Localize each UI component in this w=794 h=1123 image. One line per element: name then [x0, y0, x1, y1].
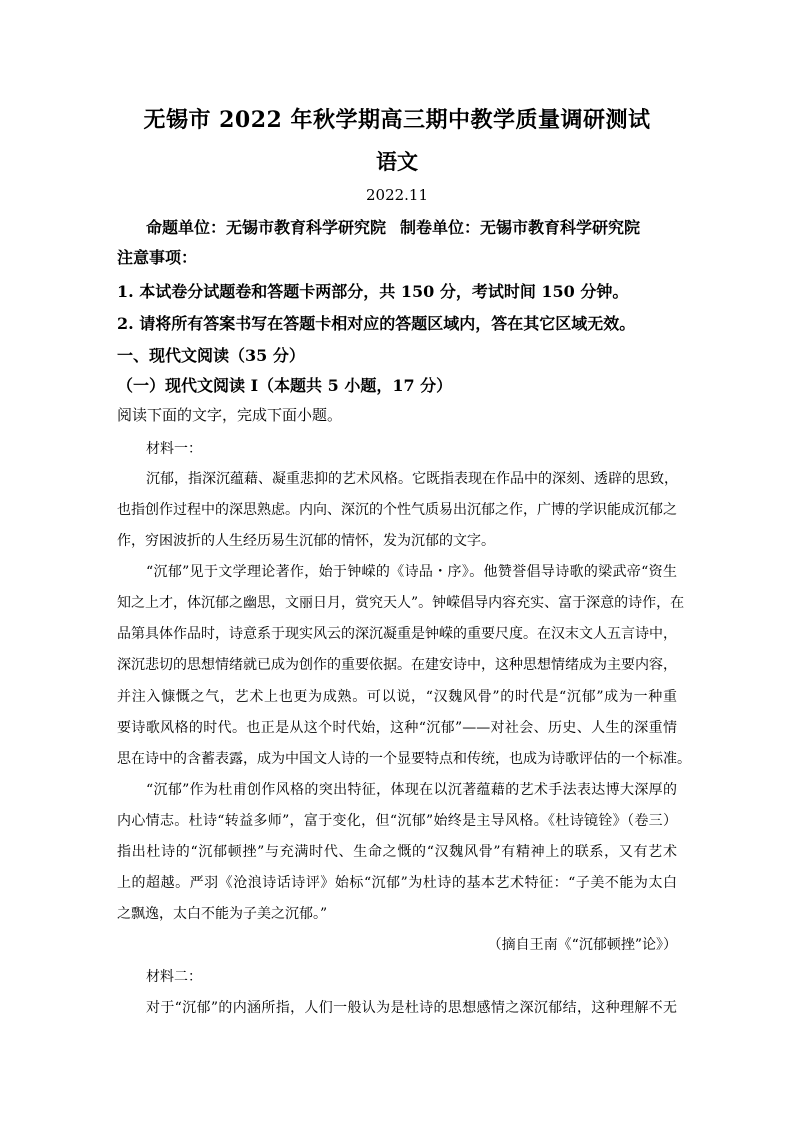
exam-title: 无锡市 2022 年秋学期高三期中教学质量调研测试 — [143, 107, 651, 133]
paragraph-line: 对于“沉郁”的内涵所指，人们一般认为是杜诗的思想感情之深沉郁结，这种理解不无 — [146, 1000, 677, 1016]
production-unit: 制卷单位：无锡市教育科学研究院 — [400, 218, 641, 237]
subject-title: 语文 — [376, 149, 418, 174]
paragraph-line: “沉郁”作为杜甫创作风格的突出特征，体现在以沉著蕴藉的艺术手法表达博大深厚的 — [146, 782, 677, 798]
notice-item: 1. 本试卷分试题卷和答题卡两部分，共 150 分，考试时间 150 分钟。 — [117, 282, 629, 301]
notice-item: 2. 请将所有答案书写在答题卡相对应的答题区域内，答在其它区域无效。 — [117, 314, 636, 333]
source-citation: （摘自王南《“沉郁顿挫”论》） — [487, 937, 677, 953]
paragraph-line: 并注入慷慨之气，艺术上也更为成熟。可以说，“汉魏风骨”的时代是“沉郁”成为一种重 — [117, 689, 677, 705]
paragraph-line: 沉郁，指深沉蕴藉、凝重悲抑的艺术风格。它既指表现在作品中的深刻、透辟的思致， — [146, 471, 678, 487]
paragraph-line: 知之上才，体沉郁之幽思，文丽日月，赏究天人”。钟嵘倡导内容充实、富于深意的诗作，在 — [117, 595, 685, 611]
paragraph-line: 也指创作过程中的深思熟虑。内向、深沉的个性气质易出沉郁之作，广博的学识能成沉郁之 — [117, 502, 677, 518]
material-one-label: 材料一： — [146, 441, 202, 457]
paragraph-line: 指出杜诗的“沉郁顿挫”与充满时代、生命之慨的“汉魏风骨”有精神上的联系，又有艺术 — [117, 844, 677, 860]
unit-line — [146, 215, 640, 238]
proposition-unit: 命题单位：无锡市教育科学研究院 — [146, 218, 387, 237]
paragraph-line: 内心情志。杜诗“转益多师”，富于变化，但“沉郁”始终是主导风格。《杜诗镜铨》（卷三） — [117, 813, 677, 829]
paragraph-line: 作，穷困波折的人生经历易生沉郁的情怀，发为沉郁的文字。 — [117, 533, 495, 549]
notice-heading: 注意事项： — [117, 248, 198, 267]
paragraph-line: 之飘逸，太白不能为子美之沉郁。” — [117, 906, 328, 922]
section-heading: 一、现代文阅读（35 分） — [117, 346, 305, 365]
exam-date: 2022.11 — [365, 186, 429, 204]
paragraph-line: “沉郁”见于文学理论著作，始于钟嵘的《诗品・序》。他赞誉倡导诗歌的梁武帝“资生 — [146, 564, 677, 580]
paragraph-line: 思在诗中的含蓄表露，成为中国文人诗的一个显要特点和传统，也成为诗歌评估的一个标准。 — [117, 751, 691, 767]
paragraph-line: 品第具体作品时，诗意系于现实风云的深沉凝重是钟嵘的重要尺度。在汉末文人五言诗中， — [117, 626, 677, 642]
paragraph-line: 要诗歌风格的时代。也正是从这个时代始，这种“沉郁”——对社会、历史、人生的深重情 — [117, 720, 677, 736]
instruction-text: 阅读下面的文字，完成下面小题。 — [117, 406, 343, 424]
paragraph-line: 深沉悲切的思想情绪就已成为创作的重要依据。在建安诗中，这种思想情绪成为主要内容， — [117, 657, 677, 673]
subsection-heading: （一）现代文阅读 I（本题共 5 小题，17 分） — [117, 376, 453, 395]
material-two-label: 材料二： — [146, 969, 202, 985]
paragraph-line: 上的超越。严羽《沧浪诗话诗评》始标“沉郁”为杜诗的基本艺术特征：“子美不能为太白 — [117, 875, 677, 891]
